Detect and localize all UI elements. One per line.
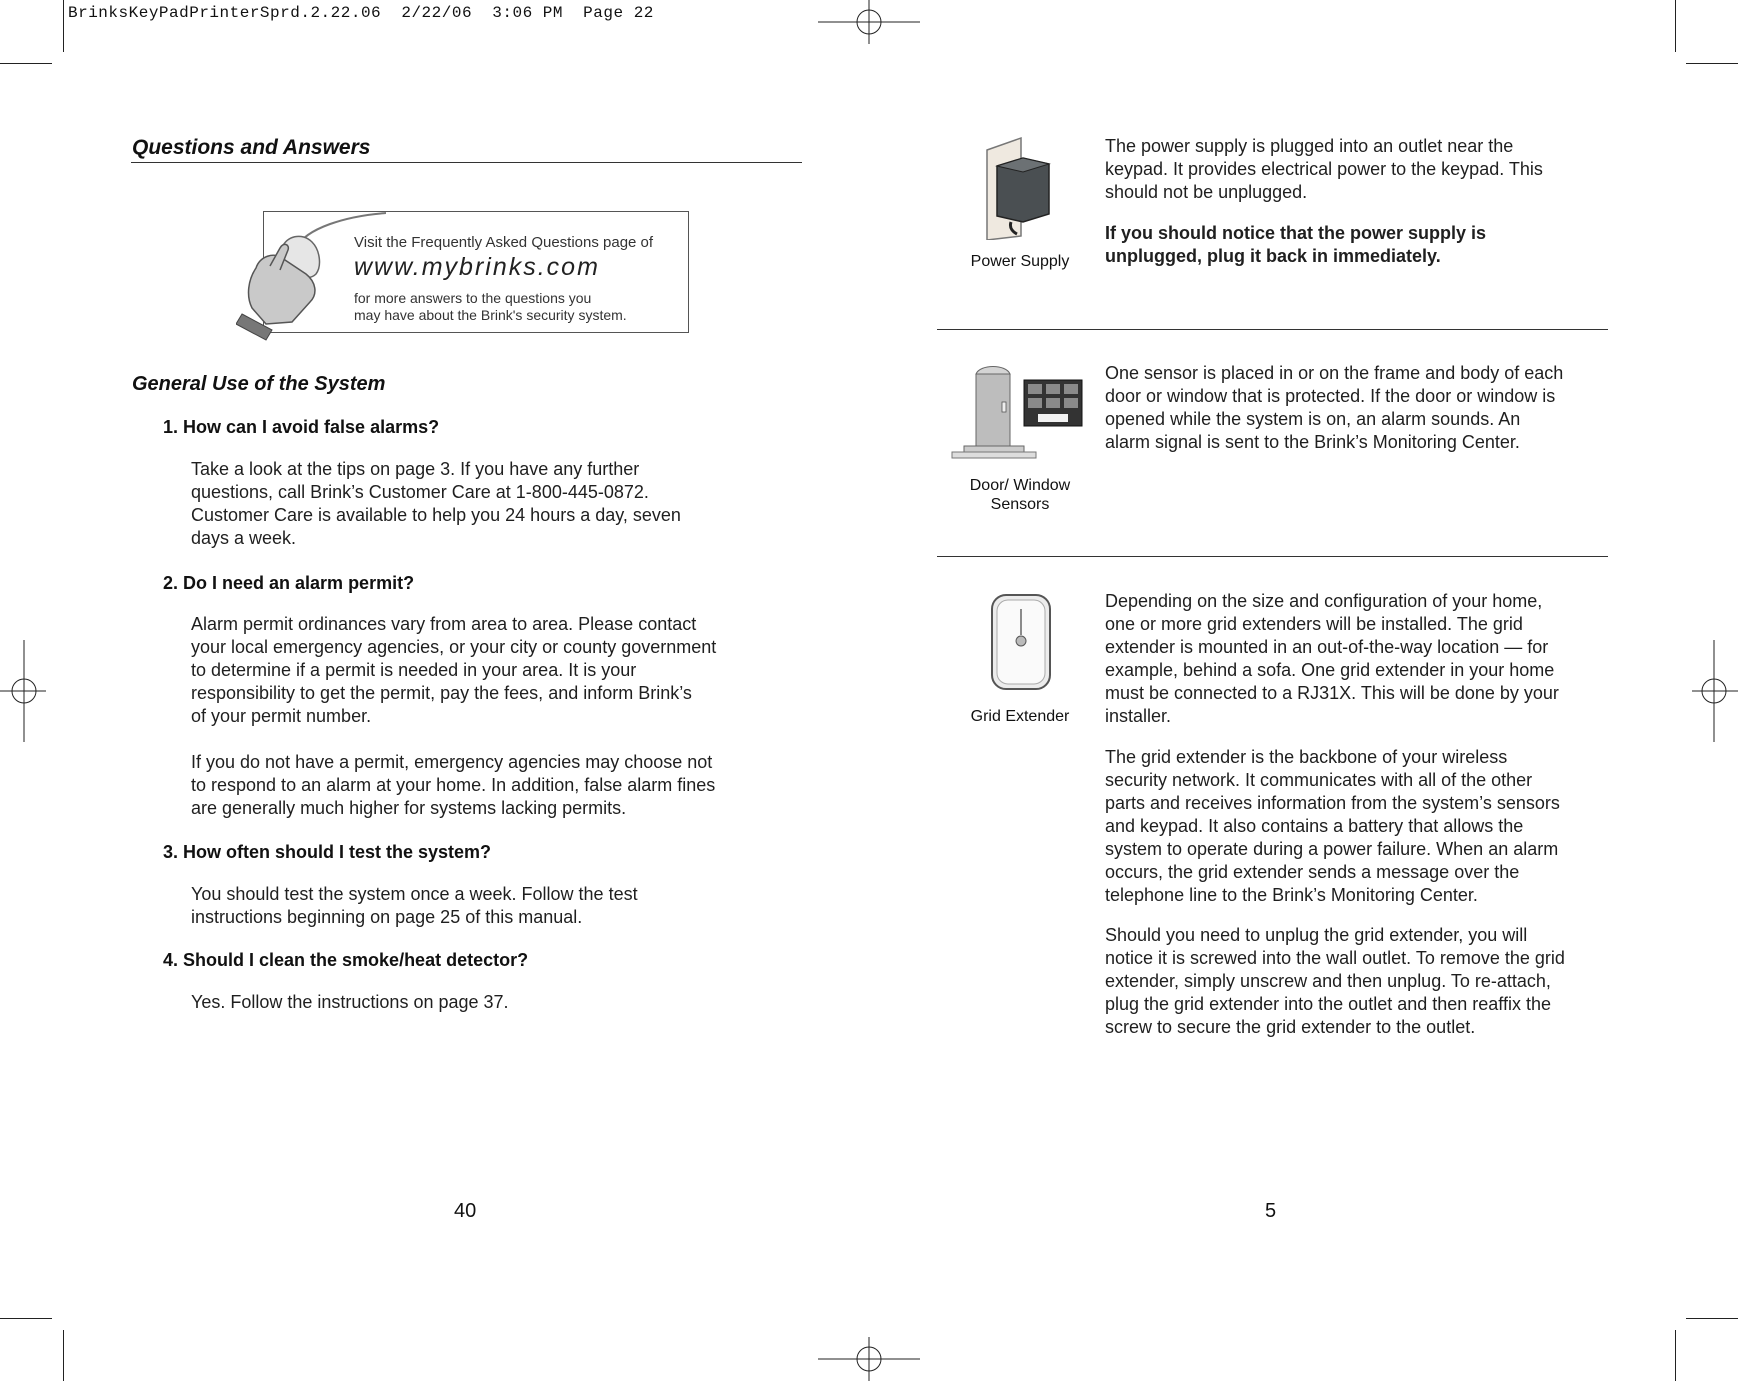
text-line: to determine if a permit is needed in your area. It is your (191, 660, 637, 680)
section-rule (937, 329, 1608, 330)
text-line: The power supply is plugged into an outlet near the (1105, 136, 1514, 156)
text-line: must be connected to a RJ31X. This will be done by your (1105, 683, 1559, 703)
grid-extender-icon (988, 593, 1054, 691)
text-line: door or window that is protected. If the door or window is (1105, 386, 1556, 406)
print-slug: BrinksKeyPadPrinterSprd.2.22.06 2/22/06 3:06 PM Page 22 (68, 4, 654, 22)
text-line: your local emergency agencies, or your city or county government (191, 637, 717, 657)
question-heading: 1. How can I avoid false alarms? (163, 417, 440, 437)
question-heading: 3. How often should I test the system? (163, 842, 492, 862)
text-line: plug the grid extender into the outlet and then reaffix the (1105, 994, 1551, 1014)
grid-extender-text (1105, 746, 1715, 907)
text-line: occurs, the grid extender sends a message over the (1105, 862, 1520, 882)
text-line: responsibility to get the permit, pay the fees, and inform Brink’s (191, 683, 692, 703)
text-line: extender, simply unscrew and then unplug. To re-attach, (1105, 971, 1551, 991)
grid-extender-text (1105, 924, 1715, 1039)
text-line: are generally much higher for systems lacking permits. (191, 798, 627, 818)
text-line: one or more grid extenders will be installed. The grid (1105, 614, 1523, 634)
text-line: screw to secure the grid extender to the outlet. (1105, 1017, 1476, 1037)
sensors-text (1105, 362, 1715, 454)
text-line: Take a look at the tips on page 3. If you have any further (191, 459, 640, 479)
text-line: Depending on the size and configuration of your home, (1105, 591, 1543, 611)
crop-mark (1675, 1330, 1676, 1381)
page-number: 5 (1265, 1200, 1277, 1222)
text-line: installer. (1105, 706, 1172, 726)
text-line: days a week. (191, 528, 297, 548)
registration-mark-left (0, 640, 46, 742)
text-line: notice it is screwed into the wall outlet. To remove the grid (1105, 948, 1565, 968)
question-heading: 4. Should I clean the smoke/heat detector? (163, 950, 529, 970)
crop-mark (0, 63, 52, 64)
answer-paragraph (191, 613, 791, 728)
callout-line: for more answers to the questions you (354, 290, 592, 306)
answer-paragraph (191, 991, 791, 1014)
power-supply-text (1105, 135, 1705, 204)
image-caption (955, 476, 1085, 514)
crop-mark (63, 0, 64, 52)
caption-line: Sensors (990, 496, 1050, 513)
callout-line: may have about the Brink's security system. (354, 307, 627, 323)
text-line: of your permit number. (191, 706, 372, 726)
text-line: to respond to an alarm at your home. In addition, false alarm fines (191, 775, 716, 795)
image-caption: Power Supply (970, 253, 1070, 270)
text-line: keypad. It provides electrical power to the keypad. This (1105, 159, 1543, 179)
text-line: and keypad. It also contains a battery that allows the (1105, 816, 1524, 836)
text-line: should not be unplugged. (1105, 182, 1308, 202)
page-number: 40 (454, 1200, 477, 1222)
callout-line: Visit the Frequently Asked Questions page of (354, 234, 654, 251)
answer-paragraph (191, 883, 791, 929)
title-rule (131, 162, 802, 163)
callout-text (354, 290, 684, 324)
text-line: The grid extender is the backbone of your wireless (1105, 747, 1508, 767)
text-line: telephone line to the Brink’s Monitoring Center. (1105, 885, 1478, 905)
section-rule (937, 556, 1608, 557)
question-heading: 2. Do I need an alarm permit? (163, 573, 415, 593)
crop-mark (1686, 1318, 1738, 1319)
text-line: system to operate during a power failure. When an alarm (1105, 839, 1559, 859)
text-line: Customer Care is available to help you 24 hours a day, seven (191, 505, 681, 525)
power-supply-icon (983, 136, 1053, 240)
image-caption: Grid Extender (970, 708, 1070, 725)
answer-paragraph (191, 458, 791, 550)
text-line: unplugged, plug it back in immediately. (1105, 246, 1441, 266)
text-line: If you do not have a permit, emergency agencies may choose not (191, 752, 713, 772)
caption-line: Door/ Window (969, 477, 1071, 494)
text-line: Should you need to unplug the grid extender, you will (1105, 925, 1528, 945)
text-line: parts and receives information from the system’s sensors (1105, 793, 1560, 813)
registration-mark-bottom (818, 1337, 920, 1381)
answer-paragraph (191, 751, 791, 820)
text-line: If you should notice that the power supply is (1105, 223, 1487, 243)
callout-url: www.mybrinks.com (354, 253, 600, 281)
text-line: extender is mounted in an out-of-the-way location — for (1105, 637, 1549, 657)
door-window-sensor-icon (950, 364, 1084, 462)
text-line: alarm signal is sent to the Brink’s Monitoring Center. (1105, 432, 1520, 452)
text-line: example, behind a sofa. One grid extender in your home (1105, 660, 1555, 680)
text-line: questions, call Brink’s Customer Care at 1-800-445-0872. (191, 482, 649, 502)
section-title: Questions and Answers (132, 136, 371, 159)
text-line: instructions beginning on page 25 of this manual. (191, 907, 583, 927)
crop-mark (0, 1318, 52, 1319)
text-line: opened while the system is on, an alarm sounds. An (1105, 409, 1521, 429)
crop-mark (63, 1330, 64, 1381)
grid-extender-text (1105, 590, 1715, 728)
crop-mark (1686, 63, 1738, 64)
crop-mark (1675, 0, 1676, 52)
text-line: Alarm permit ordinances vary from area to area. Please contact (191, 614, 697, 634)
text-line: You should test the system once a week. Follow the test (191, 884, 638, 904)
text-line: One sensor is placed in or on the frame and body of each (1105, 363, 1564, 383)
registration-mark-top (818, 0, 920, 44)
power-supply-warning (1105, 222, 1705, 268)
hand-mouse-icon (236, 208, 386, 344)
text-line: Yes. Follow the instructions on page 37. (191, 992, 509, 1012)
text-line: security network. It communicates with all of the other (1105, 770, 1533, 790)
subheading: General Use of the System (132, 373, 386, 395)
